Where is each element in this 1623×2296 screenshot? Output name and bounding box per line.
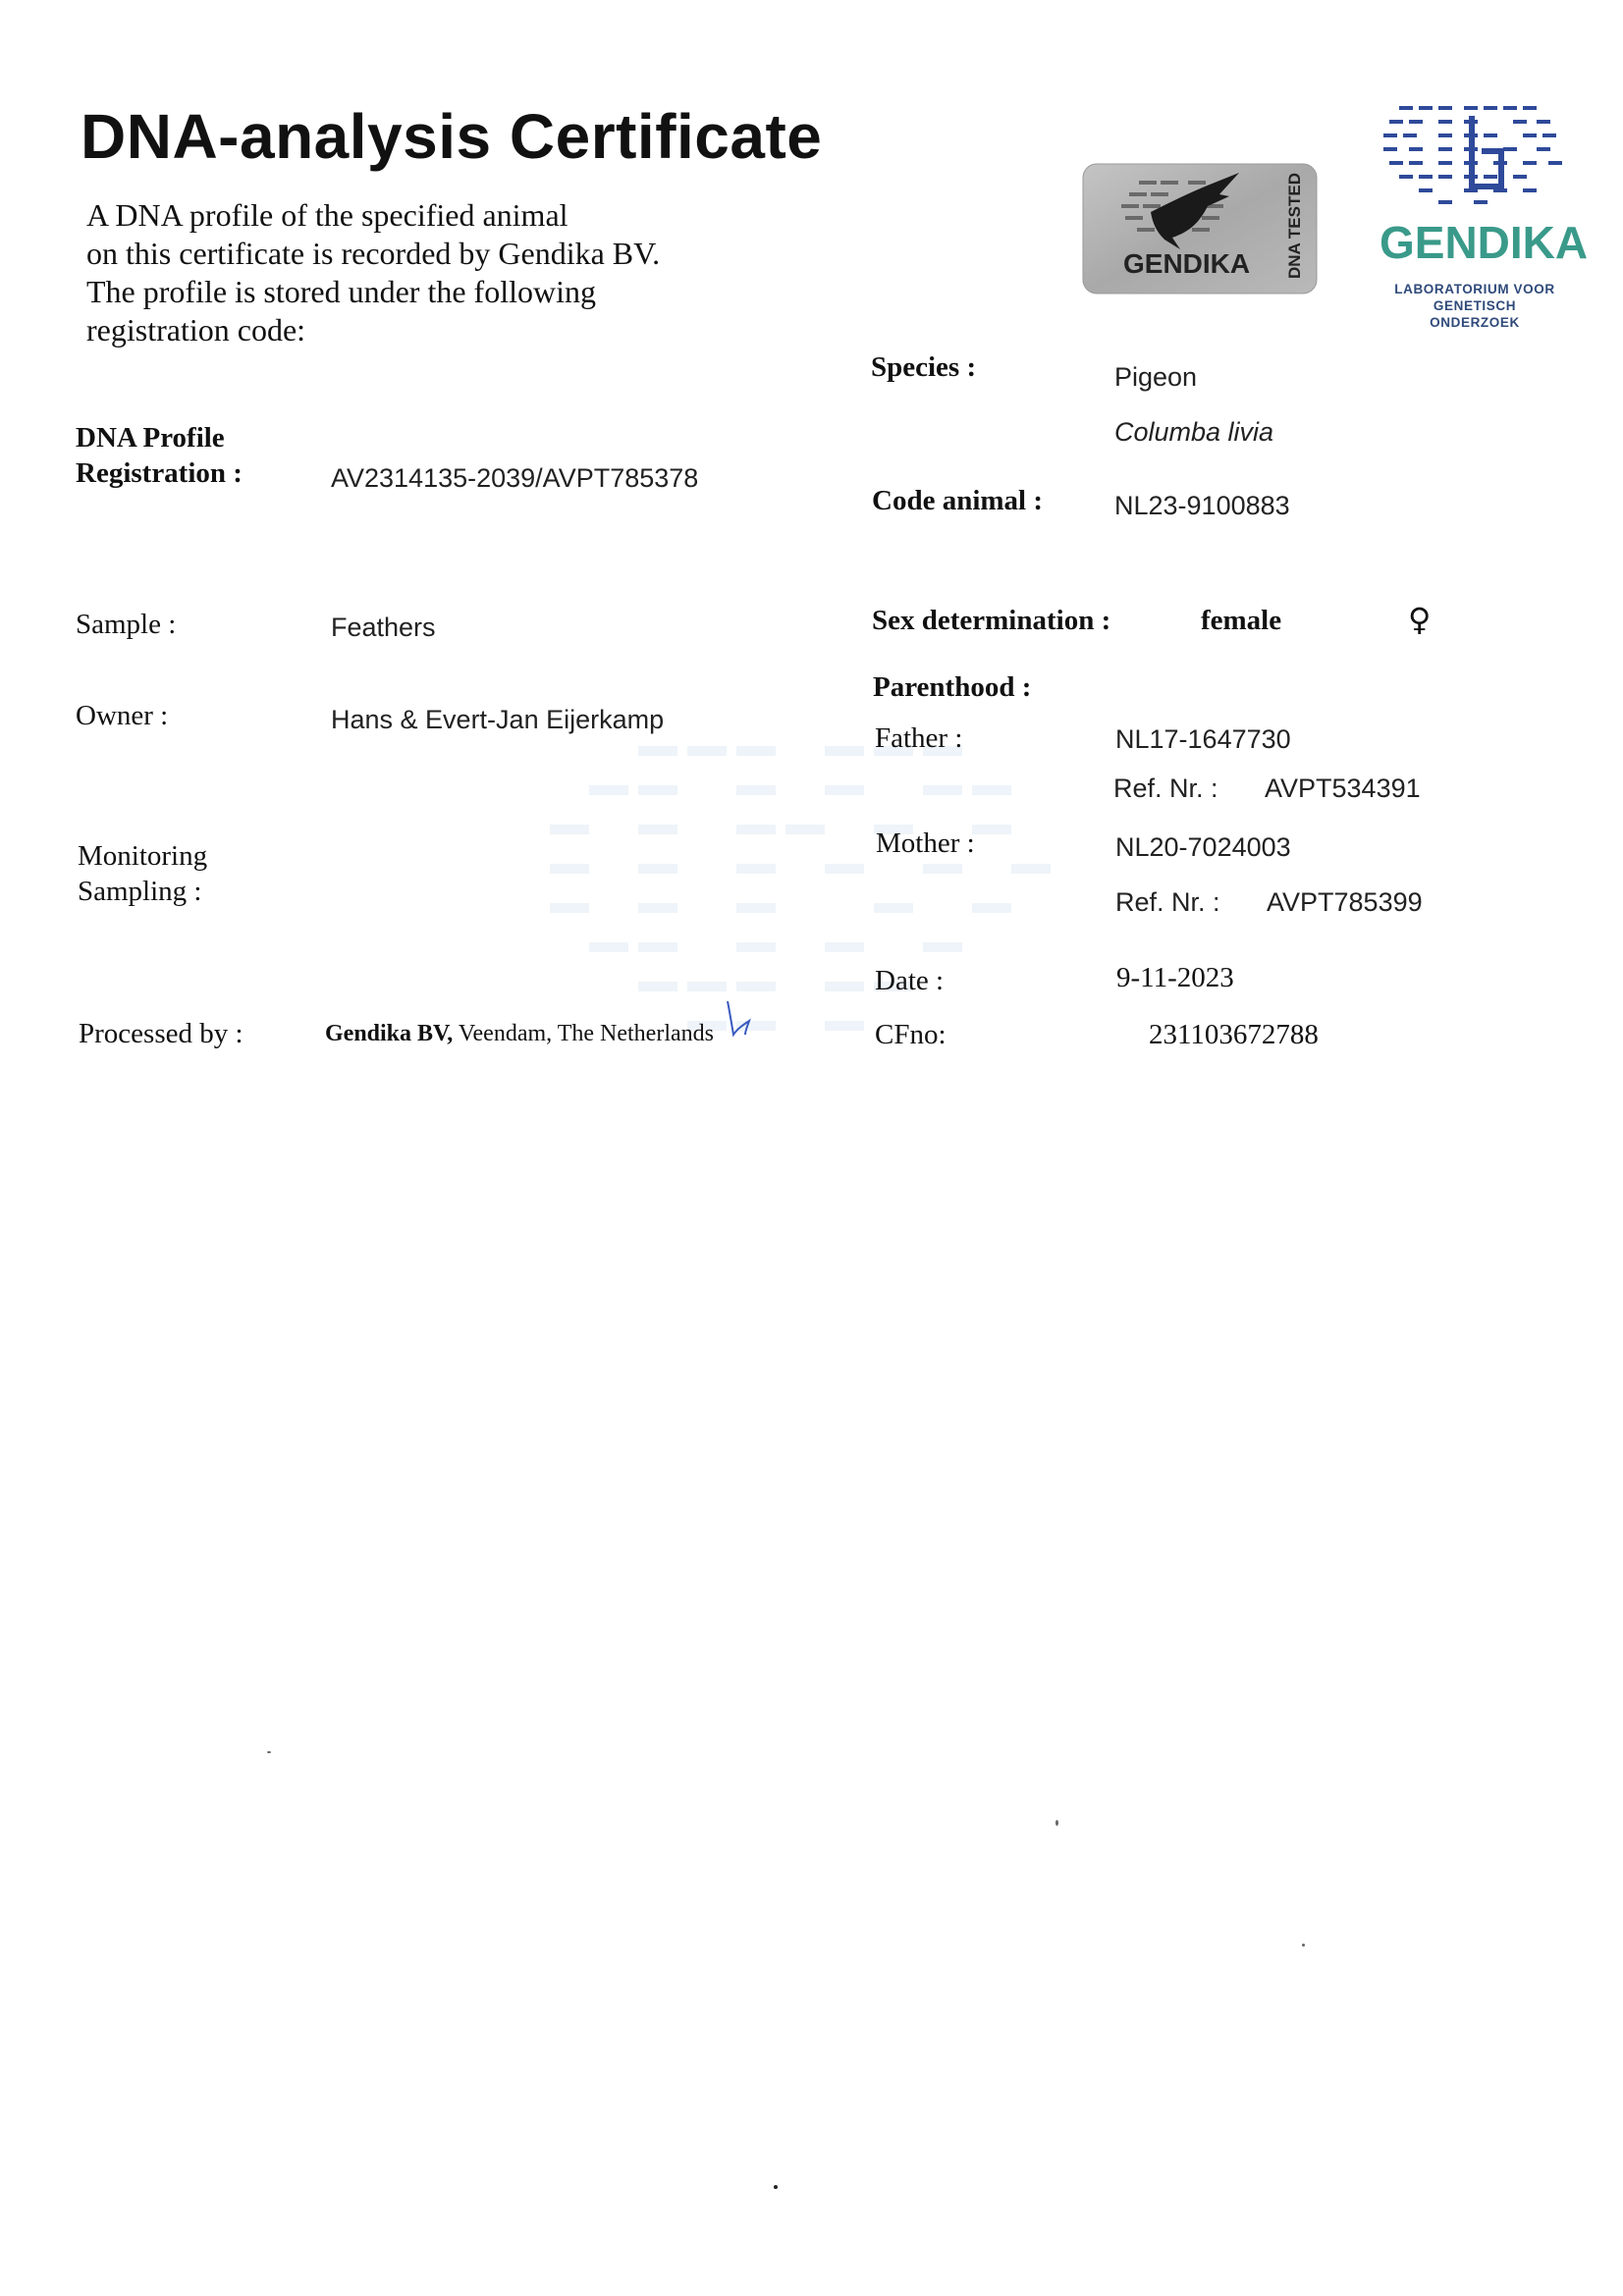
mother-ref-value: AVPT785399 <box>1267 887 1423 917</box>
monitoring-label-line2: Sampling : <box>78 876 202 907</box>
sex-determination-label: Sex determination : <box>872 605 1111 636</box>
mother-value: NL20-7024003 <box>1115 832 1291 862</box>
intro-line: on this certificate is recorded by Gendika BV. <box>86 236 661 271</box>
father-ref-label: Ref. Nr. : <box>1113 774 1218 803</box>
gendika-subtitle <box>1386 281 1563 331</box>
monitoring-label-line1: Monitoring <box>78 840 208 872</box>
intro-line: A DNA profile of the specified animal <box>86 197 568 233</box>
father-ref-value: AVPT534391 <box>1265 774 1421 803</box>
species-latin-value: Columba livia <box>1114 417 1274 447</box>
sex-value: female <box>1201 605 1282 636</box>
sample-value: Feathers <box>331 613 436 642</box>
intro-paragraph <box>86 196 774 349</box>
species-label: Species : <box>871 351 977 383</box>
registration-label-line2: Registration : <box>76 457 243 489</box>
processed-value <box>325 1021 714 1047</box>
parenthood-label: Parenthood : <box>873 671 1032 703</box>
mother-label: Mother : <box>876 828 975 859</box>
owner-value: Hans & Evert-Jan Eijerkamp <box>331 705 665 734</box>
scan-speck <box>1055 1820 1058 1826</box>
processed-location: Veendam, The Netherlands <box>453 1021 714 1046</box>
badge-brand: GENDIKA <box>1123 248 1251 279</box>
father-value: NL17-1647730 <box>1115 724 1291 754</box>
gendika-subtitle-line: LABORATORIUM VOOR <box>1394 282 1555 296</box>
cfno-label: CFno: <box>875 1019 947 1050</box>
processed-label: Processed by : <box>79 1018 243 1049</box>
intro-line: registration code: <box>86 312 306 347</box>
gendika-logo-icon <box>1380 102 1566 226</box>
mother-ref-label: Ref. Nr. : <box>1115 887 1220 917</box>
processed-company: Gendika BV, <box>325 1021 454 1046</box>
registration-label-line1: DNA Profile <box>76 422 225 454</box>
code-animal-value: NL23-9100883 <box>1114 491 1290 520</box>
scan-speck <box>267 1751 271 1753</box>
father-label: Father : <box>875 722 963 754</box>
badge-vertical-text: DNA TESTED <box>1285 173 1304 279</box>
dna-tested-badge-icon <box>1082 163 1318 294</box>
date-label: Date : <box>875 965 945 996</box>
cfno-value: 231103672788 <box>1149 1019 1319 1050</box>
female-symbol-icon: ♀ <box>1408 601 1432 638</box>
signature-mark-icon <box>722 999 761 1041</box>
certificate-title: DNA-analysis Certificate <box>81 101 823 172</box>
date-value: 9-11-2023 <box>1116 962 1234 993</box>
gendika-wordmark: GENDIKA <box>1380 217 1589 268</box>
scan-speck <box>774 2185 778 2189</box>
code-animal-label: Code animal : <box>872 485 1043 516</box>
sample-label: Sample : <box>76 609 177 640</box>
watermark-logo-icon <box>530 726 1080 1060</box>
scan-speck <box>1302 1944 1305 1947</box>
species-common-value: Pigeon <box>1114 362 1198 392</box>
owner-label: Owner : <box>76 700 169 731</box>
registration-value: AV2314135-2039/AVPT785378 <box>331 463 699 493</box>
intro-line: The profile is stored under the following <box>86 274 596 309</box>
gendika-subtitle-line: GENETISCH ONDERZOEK <box>1430 298 1520 330</box>
